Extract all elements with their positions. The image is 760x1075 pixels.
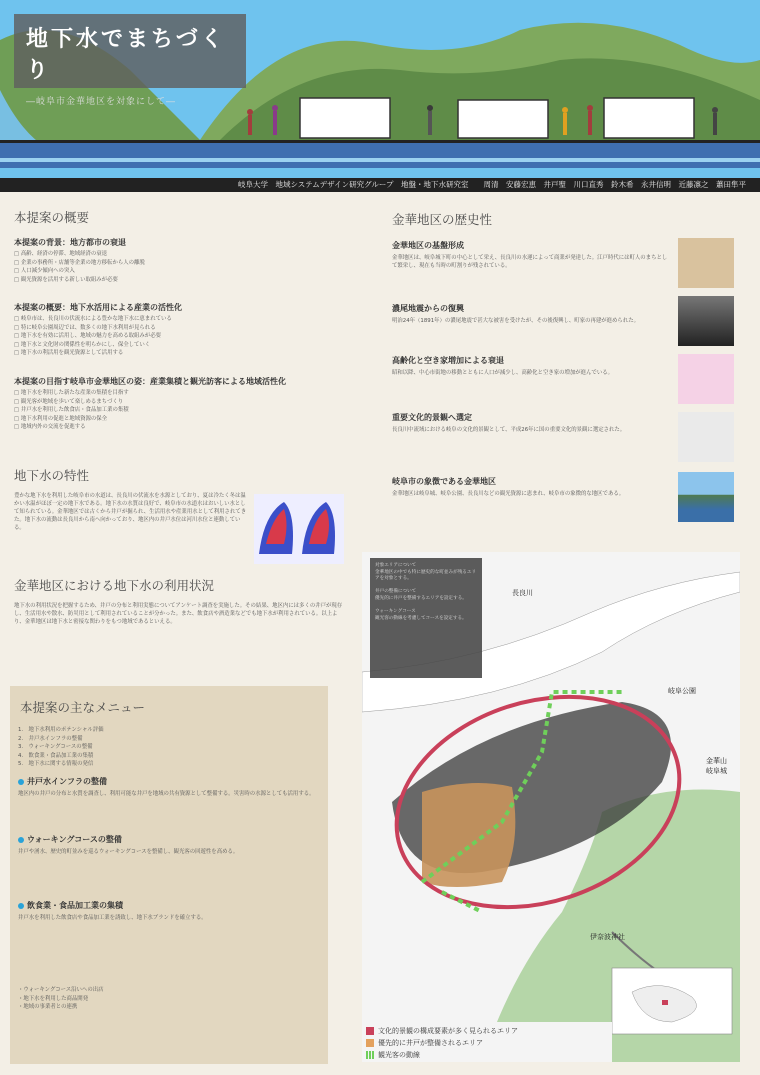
- infra-heading: 井戸水インフラの整備: [18, 776, 107, 787]
- food-body: 井戸水を利用した飲食店や食品加工業を誘致し、地下水ブランドを確立する。: [18, 915, 207, 921]
- list-item: □ 地域内外の交流を促進する: [14, 423, 344, 432]
- usage-body: 地下水の利用状況を把握するため、井戸の分布と利用実態についてアンケート調査を実施した。その結果、地区内には多くの井戸が現存し、生活用水や散水、防災用として利用されていることが分かった。また、飲食店や酒造業などでも地下水が利用されている。以上より、金華地区は地下水と密接な関わりをもつ地域であるといえる。: [14, 603, 343, 625]
- map-label-river: 長良川: [512, 589, 533, 597]
- list-item: □ 岐阜市は、長良川の伏流水による豊かな地下水に恵まれている: [14, 315, 344, 324]
- walk-heading: ウォーキングコースの整備: [18, 834, 122, 845]
- list-item: □ 観光客が地域を歩いて楽しめるまちづくり: [14, 398, 344, 407]
- historic-map-image: [678, 238, 734, 288]
- goal-heading: 本提案の目指す岐阜市金華地区の姿：産業集積と観光訪客による地域活性化: [14, 377, 286, 386]
- menu-panel: [10, 686, 328, 1064]
- history-heading-1: 金華地区の基盤形成: [392, 241, 464, 250]
- walk-body: 井戸や湧水、歴史的町並みを巡るウォーキングコースを整備し、観光客の回遊性を高める。: [18, 849, 239, 855]
- goal-list: [14, 389, 344, 432]
- history-title: 金華地区の歴史性: [392, 212, 493, 227]
- list-item: □ 地下水と文化財の関係性を明らかにし、保全していく: [14, 341, 344, 350]
- background-list: [14, 250, 344, 284]
- menu-title: 本提案の主なメニュー: [20, 700, 146, 715]
- list-item: □ 特に岐阜公園周辺では、数多くの地下水利用が見られる: [14, 324, 344, 333]
- infra-body: 地区内の井戸の分布と水質を調査し、利用可能な井戸を地域の共有資源として整備する。災害時の水源としても活用する。: [18, 791, 315, 797]
- food-notes: [18, 986, 318, 1012]
- history-body-4: 長良川中流域における岐阜の文化的景観として、平成26年に国の重要文化的景観に選定された。: [392, 427, 626, 433]
- history-heading-2: 濃尾地震からの復興: [392, 304, 464, 313]
- background-heading: 本提案の背景：地方都市の衰退: [14, 238, 126, 247]
- page-subtitle: ―岐阜市金華地区を対象にして―: [26, 97, 177, 107]
- list-item: □ 人口減少傾向への突入: [14, 267, 344, 276]
- list-item: 3. ウォーキングコースの整備: [18, 744, 93, 751]
- header-banner: [0, 0, 760, 180]
- title-box: [14, 14, 246, 107]
- groundwater-map-figure: [254, 494, 344, 564]
- history-heading-5: 岐阜市の象徴である金華地区: [392, 477, 496, 486]
- history-body-2: 明治24年（1891年）の濃尾地震で甚大な被害を受けたが、その後復興し、町家の再建が進められた。: [392, 318, 639, 324]
- usage-title: 金華地区における地下水の利用状況: [14, 578, 215, 593]
- list-item: 5. 地下水に関する情報の発信: [18, 761, 94, 768]
- map-notes-panel: 対象エリアについて 金華地区の中でも特に歴史的な町並みが残るエリアを対象とする。 井戸の整備について 優先的に井戸を整備するエリアを設定する。 ウォーキングコース 観光客の動線を考慮してコースを設定する。: [370, 558, 482, 678]
- list-item: □ 観光資源を活用する新しい取組みが必要: [14, 276, 344, 285]
- list-item: ・地域の事業者との連携: [18, 1004, 78, 1011]
- list-item: 2. 井戸水インフラの整備: [18, 735, 83, 742]
- list-item: □ 地下水利用の促進と地域資源の保全: [14, 415, 344, 424]
- map-label-park: 岐阜公園: [668, 687, 696, 695]
- list-item: 1. 地下水利用のポテンシャル評価: [18, 727, 104, 733]
- earthquake-photo: [678, 296, 734, 346]
- groundwater-title: 地下水の特性: [14, 468, 90, 483]
- legend-row-route: 観光客の動線: [366, 1050, 420, 1060]
- history-heading-3: 高齢化と空き家増加による衰退: [392, 356, 504, 365]
- legend-row-landscape: 文化的景観の構成要素が多く見られるエリア: [366, 1026, 518, 1036]
- list-item: ・ウォーキングコース沿いへの出店: [18, 987, 104, 993]
- page-title: 地下水でまちづくり: [26, 26, 226, 83]
- legend-swatch-pink: [366, 1027, 374, 1035]
- list-item: □ 井戸水を利用した飲食店・食品加工業の集積: [14, 406, 344, 415]
- list-item: □ 高齢、経済の停滞、地域経済の衰退: [14, 250, 344, 259]
- food-heading: 飲食業・食品加工業の集積: [18, 900, 123, 911]
- history-body-1: 金華地区は、岐阜城下町の中心として栄え、長良川の水運によって商業が発達した。江戸時代には町人のまちとして繁栄し、現在も当時の町割りが残されている。: [392, 255, 668, 269]
- landscape-map-image: [678, 412, 734, 462]
- groundwater-body: 豊かな地下水を利用した岐阜市の水道は、長良川の伏流水を水源としており、夏は冷たく冬は温かい水温がほぼ一定の地下水である。地下水の水質は良好で、岐阜市の水道水はおいしい水として知られている。金華地区では古くから井戸が掘られ、生活用水や産業用水として利用されてきた。地下水の流動は長良川から南へ向かっており、地区内の井戸水位は河川水位と連動している。: [14, 493, 247, 531]
- list-item: □ 地下水を利用した新たな産業の集積を目指す: [14, 389, 344, 398]
- list-item: □ 地下水の利活用を観光資源として活用する: [14, 349, 344, 358]
- map-label-shrine: 伊奈波神社: [590, 933, 625, 941]
- summary-heading: 本提案の概要：地下水活用による産業の活性化: [14, 303, 182, 312]
- legend-swatch-orange: [366, 1039, 374, 1047]
- list-item: □ 地下水を有効に活用し、地域の魅力を高める取組みが必要: [14, 332, 344, 341]
- river-photo: [678, 472, 734, 522]
- vacancy-map-image: [678, 354, 734, 404]
- map-label-mountain: 金華山 岐阜城: [706, 757, 727, 775]
- history-body-3: 昭和以降、中心市街地の移動とともに人口が減少し、高齢化と空き家の増加が進んでいる。: [392, 370, 614, 376]
- menu-list: [18, 726, 318, 769]
- summary-list: [14, 315, 344, 358]
- list-item: ・地下水を利用した商品開発: [18, 995, 89, 1002]
- legend-row-wells: 優先的に井戸が整備されるエリア: [366, 1038, 483, 1048]
- list-item: 4. 飲食業・食品加工業の集積: [18, 752, 94, 759]
- overview-title: 本提案の概要: [14, 210, 90, 225]
- author-bar: 岐阜大学 地域システムデザイン研究グループ 地盤・地下水研究室 周清 安藤宏恵 井戸聖 川口直秀 鈴木希 永井信明 近藤凛之 蕭田隼平: [0, 178, 760, 192]
- legend-swatch-green: [366, 1051, 374, 1059]
- district-map: [362, 552, 740, 1062]
- history-heading-4: 重要文化的景観へ選定: [392, 413, 472, 422]
- history-body-5: 金華地区は岐阜城、岐阜公園、長良川などの観光資源に恵まれ、岐阜市の象徴的な地区である。: [392, 491, 625, 497]
- list-item: □ 企業の事務所・店舗等企業の地方移転から人の離脱: [14, 259, 344, 268]
